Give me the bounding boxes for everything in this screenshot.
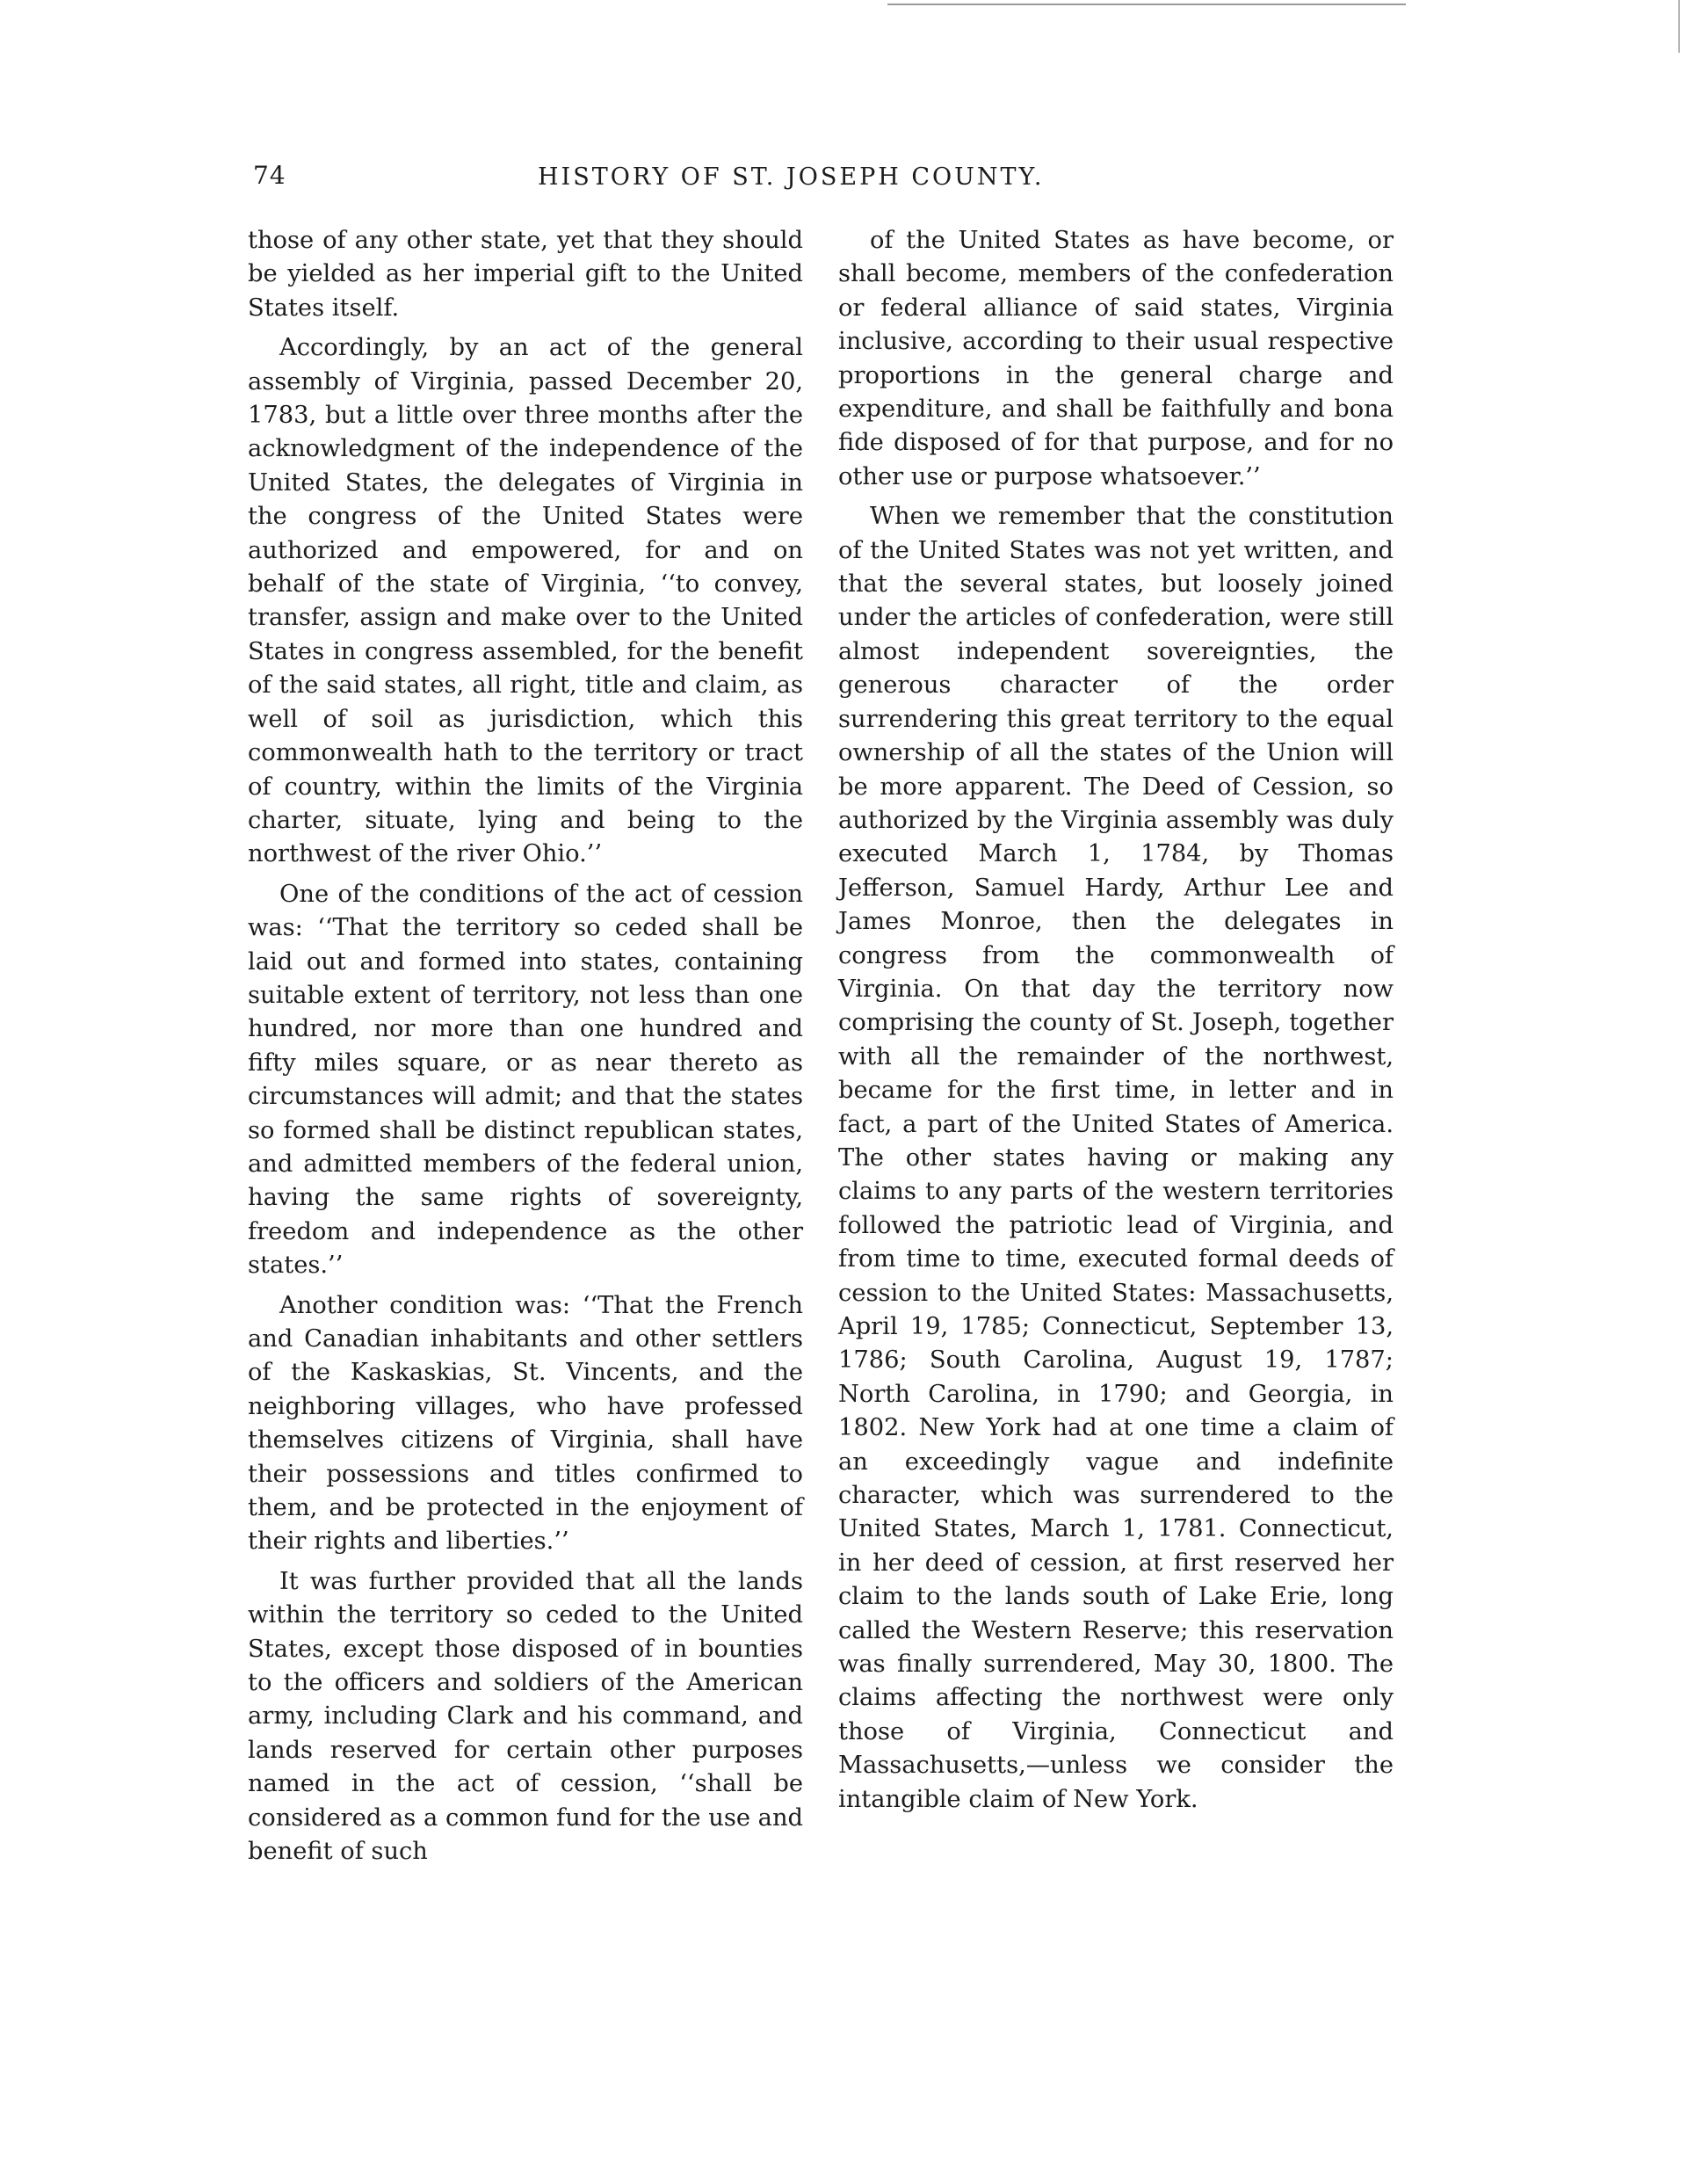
paragraph: One of the conditions of the act of cession was: ‘‘That the territory so ceded shall be laid out and formed into states, containing suitable extent of territory, not less than one hundred, nor more than one hundred and fifty miles square, or as near thereto as circumstances will admit; and that the states so formed shall be distinct republican states, and admitted members of the federal union, having the same rights of sovereignty, freedom and independence as the other states.’’: [248, 880, 803, 1280]
paragraph: of the United States as have become, or shall become, members of the confederation or federal alliance of said states, Virginia inclusive, according to their usual respective proportions in the general charge and expenditure, and shall be faithfully and bona fide disposed of for that purpose, and for no other use or purpose whatsoever.’’: [838, 227, 1394, 490]
right-column: [838, 224, 1394, 1817]
left-column: [248, 224, 803, 1869]
paragraph: Another condition was: ‘‘That the French and Canadian inhabitants and other settlers of the Kaskaskias, St. Vincents, and the neighboring villages, who have professed themselves citizens of Virginia, shall have their possessions and titles confirmed to them, and be protected in the enjoyment of their rights and liberties.’’: [248, 1291, 803, 1556]
paragraph: Accordingly, by an act of the general assembly of Virginia, passed December 20, 1783, but a little over three months after the acknowledgment of the independence of the United States, the delegates of Virginia in the congress of the United States were authorized and empowered, for and on behalf of the state of Virginia, ‘‘to convey, transfer, assign and make over to the United States in congress assembled, for the benefit of the said states, all right, title and claim, as well of soil as jurisdiction, which this commonwealth hath to the territory or tract of country, within the limits of the Virginia charter, situate, lying and being to the northwest of the river Ohio.’’: [248, 334, 803, 868]
page-number: 74: [253, 161, 286, 190]
top-edge-rule: [887, 4, 1406, 5]
paragraph: those of any other state, yet that they should be yielded as her imperial gift to the United States itself.: [248, 227, 803, 322]
paragraph: When we remember that the constitution of the United States was not yet written, and that the several states, but loosely joined under the articles of confederation, were still almost independent sovereignties, the generous character of the order surrendering this great territory to the equal ownership of all the states of the Union will be more apparent. The Deed of Cession, so authorized by the Virginia assembly was duly executed March 1, 1784, by Thomas Jefferson, Samuel Hardy, Arthur Lee and James Monroe, then the delegates in congress from the commonwealth of Virginia. On that day the territory now comprising the county of St. Joseph, together with all the remainder of the northwest, became for the first time, in letter and in fact, a part of the United States of America. The other states having or making any claims to any parts of the western territories followed the patriotic lead of Virginia, and from time to time, executed formal deeds of cession to the United States: Massachusetts, April 19, 1785; Connecticut, September 13, 1786; South Carolina, August 19, 1787; North Carolina, in 1790; and Georgia, in 1802. New York had at one time a claim of an exceedingly vague and indefinite character, which was surrendered to the United States, March 1, 1781. Connecticut, in her deed of cession, at first reserved her claim to the lands south of Lake Erie, long called the Western Reserve; this reservation was finally surrendered, May 30, 1800. The claims affecting the northwest were only those of Virginia, Connecticut and Massachusetts,—unless we consider the intangible claim of New York.: [838, 503, 1394, 1813]
paragraph: It was further provided that all the lands within the territory so ceded to the United States, except those disposed of in bounties to the officers and soldiers of the American army, including Clark and his command, and lands reserved for certain other purposes named in the act of cession, ‘‘shall be considered as a common fund for the use and benefit of such: [248, 1567, 803, 1866]
running-title: HISTORY OF ST. JOSEPH COUNTY.: [538, 163, 1045, 191]
scan-edge-mark: [1678, 0, 1680, 53]
